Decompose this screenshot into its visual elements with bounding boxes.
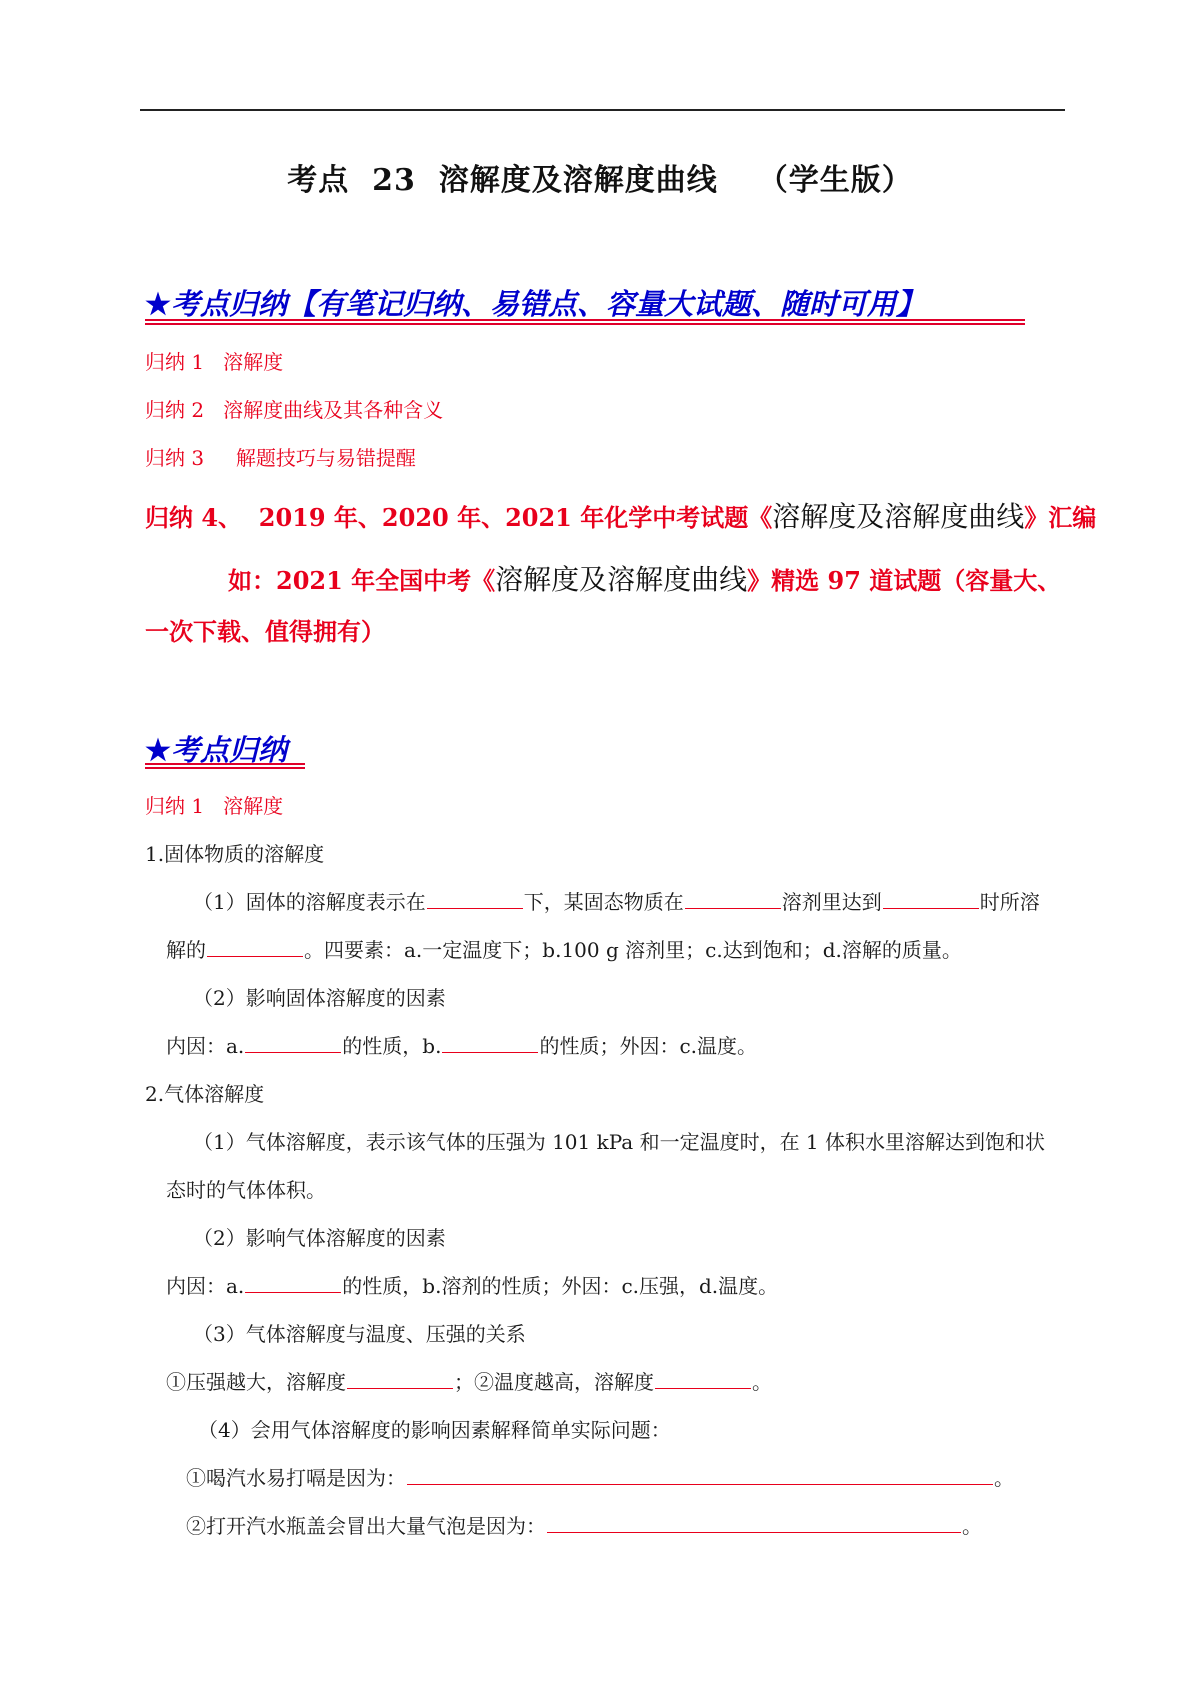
blank-field[interactable]	[347, 1368, 453, 1389]
toc-item-1[interactable]: 归纳 1 溶解度	[145, 350, 284, 374]
star-icon: ★	[145, 733, 171, 767]
example-line-2: 一次下载、值得拥有）	[145, 617, 385, 646]
gas-paragraph-6: （4）会用气体溶解度的影响因素解释简单实际问题：	[198, 1418, 671, 1442]
blank-field[interactable]	[442, 1032, 538, 1053]
blank-field[interactable]	[245, 1032, 341, 1053]
paragraph-1-cont: 解的 。四要素：a.一定温度下；b.100 g 溶剂里；c.达到饱和；d.溶解的质量。	[166, 938, 962, 962]
banner-underline	[145, 319, 1025, 321]
star-icon: ★	[145, 287, 171, 321]
gas-paragraph-3: 内因：a. 的性质，b.溶剂的性质；外因：c.压强，d.温度。	[166, 1274, 779, 1298]
paragraph-1: （1）固体的溶解度表示在 下，某固态物质在 溶剂里达到 时所溶	[193, 890, 1040, 914]
heading-gas: 2.气体溶解度	[145, 1082, 265, 1106]
section-heading: ★考点归纳	[145, 733, 288, 767]
subsection-title: 归纳 1 溶解度	[145, 794, 284, 818]
blank-field[interactable]	[245, 1272, 341, 1293]
heading-solid: 1.固体物质的溶解度	[145, 842, 325, 866]
section-underline	[145, 763, 305, 765]
answer-blank[interactable]	[407, 1464, 993, 1485]
answer-blank[interactable]	[547, 1512, 961, 1533]
gas-paragraph-1-cont: 态时的气体体积。	[166, 1178, 326, 1202]
gas-paragraph-2: （2）影响气体溶解度的因素	[193, 1226, 446, 1250]
banner-underline-2	[145, 323, 1025, 325]
header-rule	[140, 109, 1065, 111]
section-underline-2	[145, 767, 305, 769]
page-title: 考点 23 溶解度及溶解度曲线 （学生版）	[287, 163, 913, 198]
toc-item-2[interactable]: 归纳 2 溶解度曲线及其各种含义	[145, 398, 444, 422]
gas-question-1: ①喝汽水易打嗝是因为： 。	[186, 1466, 1014, 1490]
gas-paragraph-5: ①压强越大，溶解度 ；②温度越高，溶解度 。	[166, 1370, 772, 1394]
blank-field[interactable]	[207, 936, 303, 957]
gas-paragraph-1: （1）气体溶解度，表示该气体的压强为 101 kPa 和一定温度时，在 1 体积水里溶解达到饱和状	[193, 1130, 1046, 1154]
blank-field[interactable]	[883, 888, 979, 909]
blank-field[interactable]	[685, 888, 781, 909]
gas-question-2: ②打开汽水瓶盖会冒出大量气泡是因为： 。	[186, 1514, 982, 1538]
toc-item-4[interactable]: 归纳 4、 2019 年、2020 年、2021 年化学中考试题《溶解度及溶解度曲线》汇编	[145, 500, 1097, 533]
toc-item-3[interactable]: 归纳 3 解题技巧与易错提醒	[145, 446, 416, 470]
gas-paragraph-4: （3）气体溶解度与温度、压强的关系	[193, 1322, 526, 1346]
paragraph-3: 内因：a. 的性质，b. 的性质；外因：c.温度。	[166, 1034, 758, 1058]
summary-banner: ★考点归纳【有笔记归纳、易错点、容量大试题、随时可用】	[145, 287, 926, 321]
blank-field[interactable]	[655, 1368, 751, 1389]
example-line[interactable]: 如：2021 年全国中考《溶解度及溶解度曲线》精选 97 道试题（容量大、	[228, 563, 1062, 596]
blank-field[interactable]	[427, 888, 523, 909]
paragraph-2: （2）影响固体溶解度的因素	[193, 986, 446, 1010]
